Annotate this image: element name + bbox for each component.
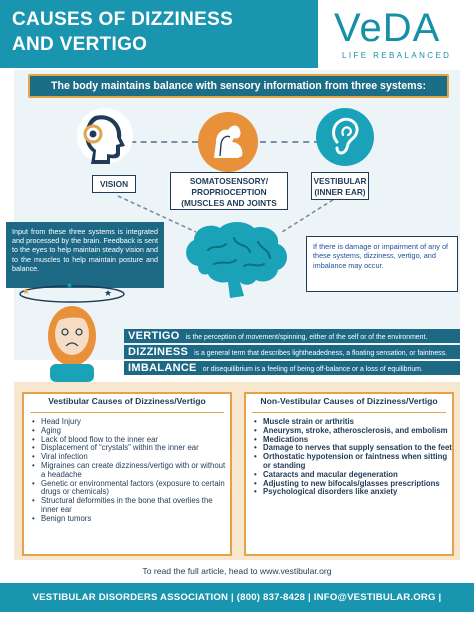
definition-term: IMBALANCE	[128, 362, 197, 374]
vestibular-causes-heading: Vestibular Causes of Dizziness/Vertigo	[48, 396, 206, 406]
definition-text: is a general term that describes lightheadedness, a floating sensation, or faintness.	[194, 350, 447, 357]
definition-dizziness	[124, 345, 460, 359]
list-item: • Displacement of “crystals” within the inner ear	[32, 444, 230, 453]
systems-heading: The body maintains balance with sensory information from three systems:	[51, 80, 426, 92]
vestibular-label	[311, 172, 369, 200]
vestibular-causes-list	[32, 418, 230, 524]
footer-bar	[0, 583, 474, 632]
somato-label-line3: (MUSCLES AND JOINTS	[181, 198, 277, 208]
definition-term: DIZZINESS	[128, 346, 189, 358]
list-item: • Medications	[254, 436, 452, 445]
list-item: • Aging	[32, 427, 230, 436]
non-vestibular-causes-heading: Non-Vestibular Causes of Dizziness/Vertigo	[260, 396, 438, 406]
list-item: • Muscle strain or arthritis	[254, 418, 452, 427]
definition-term: VERTIGO	[128, 330, 180, 342]
vestibular-label-line2: (INNER EAR)	[314, 187, 366, 197]
footer-contact[interactable]: VESTIBULAR DISORDERS ASSOCIATION | (800) 837-8428 | INFO@VESTIBULAR.ORG | VESTIBULAR.ORG	[32, 592, 442, 632]
read-more-link[interactable]: To read the full article, head to www.vestibular.org	[142, 566, 332, 576]
list-item: • Damage to nerves that supply sensation to the feet	[254, 444, 452, 453]
logo-wordmark: VeDA	[334, 6, 441, 50]
list-item: • Lack of blood flow to the inner ear	[32, 436, 230, 445]
non-vestibular-causes-list	[254, 418, 452, 497]
flexed-arm-icon	[198, 112, 258, 172]
vision-icon	[77, 108, 133, 164]
somato-label-line2: PROPRIOCEPTION	[191, 187, 267, 197]
list-item: • Cataracts and macular degeneration	[254, 471, 452, 480]
logo-tagline: LIFE REBALANCED	[342, 51, 452, 60]
list-item: • Genetic or environmental factors (exposure to certain drugs or chemicals)	[32, 480, 230, 498]
definition-imbalance	[124, 361, 460, 375]
non-vestibular-causes-card	[244, 392, 454, 556]
svg-text:★: ★	[22, 287, 31, 297]
vision-label	[92, 175, 136, 193]
svg-text:★: ★	[66, 281, 74, 290]
somato-label-line1: SOMATOSENSORY/	[189, 176, 269, 186]
brain-icon	[178, 220, 296, 300]
list-item: • Adjusting to new bifocals/glasses prescriptions	[254, 480, 452, 489]
list-item: • Structural deformities in the bone that overlies the inner ear	[32, 497, 230, 515]
list-item: • Psychological disorders like anxiety	[254, 488, 452, 497]
svg-text:★: ★	[104, 289, 113, 299]
list-item: • Aneurysm, stroke, atherosclerosis, and embolism	[254, 427, 452, 436]
list-item: • Migraines can create dizziness/vertigo with or without a headache	[32, 462, 230, 480]
divider	[30, 412, 224, 413]
page-title-line2: AND VERTIGO	[12, 34, 148, 55]
somatosensory-label	[170, 172, 288, 210]
page-title-line1: CAUSES OF DIZZINESS	[12, 9, 234, 30]
vestibular-label-line1: VESTIBULAR	[313, 176, 367, 186]
dizzy-person-illustration	[8, 282, 126, 382]
vestibular-causes-card	[22, 392, 232, 556]
list-item: • Head Injury	[32, 418, 230, 427]
list-item: • Benign tumors	[32, 515, 230, 524]
vision-label-text: VISION	[99, 179, 129, 189]
definition-vertigo	[124, 329, 460, 343]
ear-icon	[316, 108, 374, 166]
list-item: • Orthostatic hypotension or faintness when sitting or standing	[254, 453, 452, 471]
definition-text: or disequilibrium is a feeling of being off-balance or a loss of equilibrium.	[202, 366, 423, 373]
integration-note: Input from these three systems is integrated and processed by the brain. Feedback is sent to the eyes to help maintain steady vision and to the muscles to help maintain posture and balance.	[6, 222, 164, 288]
definition-text: is the perception of movement/spinning, either of the self or of the environment.	[185, 334, 428, 341]
list-item: • Viral infection	[32, 453, 230, 462]
divider	[252, 412, 446, 413]
impairment-note: If there is damage or impairment of any of these systems, dizziness, vertigo, and imbalance may occur.	[306, 236, 458, 292]
